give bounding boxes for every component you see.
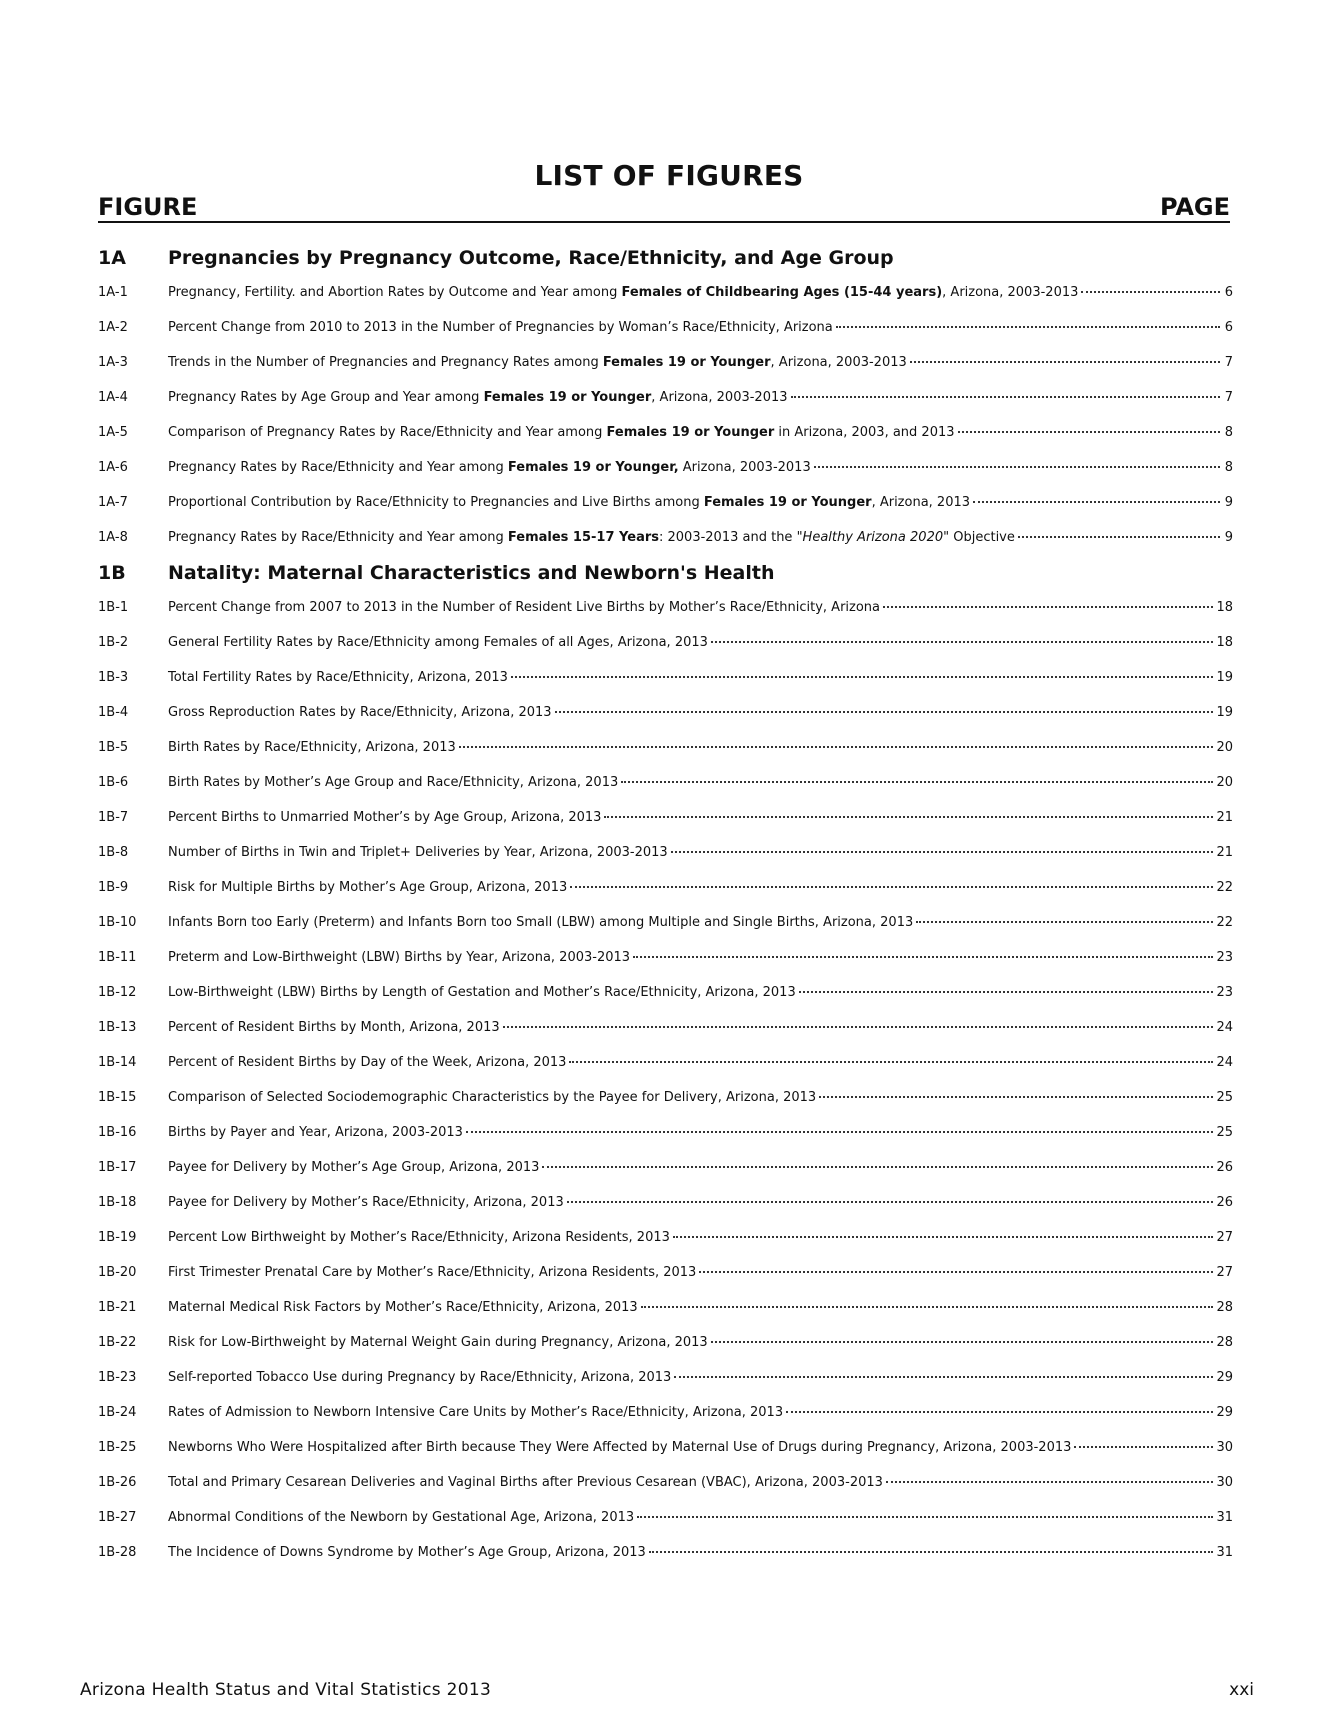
dot-leader: [1018, 536, 1220, 538]
figure-title-line: [168, 1230, 1216, 1245]
figure-number: 1A-8: [98, 530, 128, 545]
dot-leader: [711, 641, 1214, 643]
figure-number: 1B-1: [98, 600, 129, 615]
figure-entry[interactable]: [98, 835, 1233, 870]
figure-title-line: [168, 425, 1223, 440]
dot-leader: [459, 746, 1214, 748]
dot-leader: [503, 1026, 1214, 1028]
figure-number: 1B-23: [98, 1370, 137, 1385]
figure-entry[interactable]: [98, 870, 1233, 905]
figure-number: 1A-2: [98, 320, 128, 335]
figure-entry[interactable]: [98, 1325, 1233, 1360]
figure-title: [168, 1335, 708, 1350]
figure-page-number: 7: [1224, 355, 1233, 370]
dot-leader: [621, 781, 1213, 783]
figure-title-text: Rates of Admission to Newborn Intensive Care Units by Mother’s Race/Ethnicity, Arizona, 2013: [168, 1405, 784, 1420]
figure-page-number: 9: [1224, 495, 1233, 510]
dot-leader: [569, 1061, 1213, 1063]
figure-title: [168, 1300, 638, 1315]
figure-title-text: Maternal Medical Risk Factors by Mother’s Race/Ethnicity, Arizona, 2013: [168, 1300, 638, 1315]
dot-leader: [511, 676, 1214, 678]
figure-title: [168, 390, 788, 405]
figure-title-text: : 2003-2013 and the: [659, 530, 797, 545]
figure-entry[interactable]: [98, 905, 1233, 940]
figure-title-italic: "Healthy Arizona 2020": [796, 530, 950, 545]
figure-title: [168, 355, 907, 370]
figure-title-line: [168, 915, 1216, 930]
figure-page-number: 26: [1216, 1195, 1233, 1210]
dot-leader: [649, 1551, 1214, 1553]
figure-title-text: Objective: [949, 530, 1015, 545]
figure-title-line: [168, 530, 1223, 545]
figure-page-number: 23: [1216, 985, 1233, 1000]
figure-number: 1B-24: [98, 1405, 137, 1420]
footer-document-title: Arizona Health Status and Vital Statistics 2013: [80, 1680, 492, 1700]
figure-page-number: 8: [1224, 425, 1233, 440]
dot-leader: [799, 991, 1214, 993]
figure-title-line: [168, 495, 1223, 510]
figure-title-text: Total and Primary Cesarean Deliveries and Vaginal Births after Previous Cesarean (VBAC), Arizona, 2003-2013: [168, 1475, 883, 1490]
figure-number: 1B-18: [98, 1195, 137, 1210]
section-heading: [98, 240, 1233, 275]
dot-leader: [886, 1481, 1214, 1483]
figure-title-text: Percent Change from 2010 to 2013 in the Number of Pregnancies by Woman’s Race/Ethnicity, Arizona: [168, 320, 833, 335]
figure-title-text: Preterm and Low-Birthweight (LBW) Births by Year, Arizona, 2003-2013: [168, 950, 631, 965]
column-header-row: [98, 191, 1230, 223]
figure-title-text: Arizona, 2003-2013: [678, 460, 811, 475]
figure-title: [168, 635, 708, 650]
figure-entry[interactable]: [98, 1220, 1233, 1255]
figure-title-text: Newborns Who Were Hospitalized after Birth because They Were Affected by Maternal Use of Drugs during Pregnancy, Arizona, 2003-2013: [168, 1440, 1072, 1455]
dot-leader: [641, 1306, 1214, 1308]
figure-title: [168, 950, 630, 965]
figure-title-text: Low-Birthweight (LBW) Births by Length of Gestation and Mother’s Race/Ethnicity, Arizona, 2013: [168, 985, 796, 1000]
figure-title-text: Pregnancy Rates by Race/Ethnicity and Year among: [168, 530, 508, 545]
figure-title-text: Self-reported Tobacco Use during Pregnancy by Race/Ethnicity, Arizona, 2013: [168, 1370, 672, 1385]
figure-title-text: in Arizona, 2003, and 2013: [774, 425, 955, 440]
figure-title-text: Percent Births to Unmarried Mother’s by Age Group, Arizona, 2013: [168, 810, 602, 825]
figure-title-line: [168, 775, 1216, 790]
figure-title-emphasis: Females 19 or Younger: [606, 425, 775, 440]
dot-leader: [910, 361, 1220, 363]
figure-page-number: 25: [1216, 1090, 1233, 1105]
figure-title: [168, 775, 618, 790]
figure-page-number: 25: [1216, 1125, 1233, 1140]
figure-title-line: [168, 740, 1216, 755]
figure-page-number: 9: [1224, 530, 1233, 545]
dot-leader: [555, 711, 1214, 713]
figure-title-text: Comparison of Pregnancy Rates by Race/Ethnicity and Year among: [168, 425, 607, 440]
figure-entry[interactable]: [98, 975, 1233, 1010]
figure-title-line: [168, 635, 1216, 650]
figure-page-number: 6: [1224, 285, 1233, 300]
figure-title-line: [168, 460, 1223, 475]
figure-page-number: 20: [1216, 740, 1233, 755]
figure-number: 1B-12: [98, 985, 137, 1000]
dot-leader: [542, 1166, 1213, 1168]
figure-title-text: Number of Births in Twin and Triplet+ Deliveries by Year, Arizona, 2003-2013: [168, 845, 668, 860]
figure-title-text: , Arizona, 2003-2013: [770, 355, 907, 370]
figure-title-line: [168, 1160, 1216, 1175]
dot-leader: [1081, 291, 1220, 293]
figure-title-text: Pregnancy, Fertility. and Abortion Rates by Outcome and Year among: [168, 285, 622, 300]
figure-page-number: 31: [1216, 1510, 1233, 1525]
figure-entry[interactable]: [98, 1150, 1233, 1185]
figure-title-line: [168, 845, 1216, 860]
figure-page-number: 22: [1216, 880, 1233, 895]
figure-number: 1B-19: [98, 1230, 137, 1245]
figure-title-line: [168, 1370, 1216, 1385]
figure-number: 1B-28: [98, 1545, 137, 1560]
dot-leader: [916, 921, 1213, 923]
figure-entry[interactable]: [98, 800, 1233, 835]
figure-entry[interactable]: [98, 1010, 1233, 1045]
figure-page-number: 6: [1224, 320, 1233, 335]
figure-number: 1B-15: [98, 1090, 137, 1105]
figure-title: [168, 285, 1078, 300]
figure-entry[interactable]: [98, 275, 1233, 310]
figure-title: [168, 985, 796, 1000]
figure-entry[interactable]: [98, 730, 1233, 765]
figure-number: 1A-3: [98, 355, 128, 370]
figure-number: 1B-4: [98, 705, 129, 720]
figure-title: [168, 1405, 783, 1420]
figure-title-text: , Arizona, 2003-2013: [651, 390, 788, 405]
figure-page-number: 31: [1216, 1545, 1233, 1560]
figure-title-line: [168, 1440, 1216, 1455]
figure-title-line: [168, 320, 1223, 335]
dot-leader: [836, 326, 1220, 328]
figure-title-text: Birth Rates by Race/Ethnicity, Arizona, 2013: [168, 740, 456, 755]
figure-number: 1B-2: [98, 635, 129, 650]
figure-title-text: , Arizona, 2003-2013: [942, 285, 1079, 300]
page-title: LIST OF FIGURES: [534, 159, 804, 192]
figure-page-number: 29: [1216, 1405, 1233, 1420]
figure-title-text: General Fertility Rates by Race/Ethnicity among Females of all Ages, Arizona, 2013: [168, 635, 708, 650]
figure-title-line: [168, 705, 1216, 720]
figure-entry[interactable]: [98, 345, 1233, 380]
figure-title-text: Abnormal Conditions of the Newborn by Gestational Age, Arizona, 2013: [168, 1510, 635, 1525]
figure-entry[interactable]: [98, 1500, 1233, 1535]
figure-page-number: 28: [1216, 1335, 1233, 1350]
figure-title-text: Proportional Contribution by Race/Ethnicity to Pregnancies and Live Births among: [168, 495, 704, 510]
figure-entry[interactable]: [98, 660, 1233, 695]
figure-title-line: [168, 355, 1223, 370]
figure-title-emphasis: Females 19 or Younger: [703, 495, 872, 510]
figure-title: [168, 1265, 696, 1280]
figure-page-number: 18: [1216, 600, 1233, 615]
figure-title-line: [168, 1475, 1216, 1490]
figure-entry[interactable]: [98, 1360, 1233, 1395]
figure-number: 1B-11: [98, 950, 137, 965]
figure-title-text: Percent Low Birthweight by Mother’s Race/Ethnicity, Arizona Residents, 2013: [168, 1230, 670, 1245]
figure-title-text: Pregnancy Rates by Age Group and Year among: [168, 390, 484, 405]
figure-title: [168, 1090, 816, 1105]
figure-number: 1B-22: [98, 1335, 137, 1350]
figure-title: [168, 810, 601, 825]
figure-title: [168, 495, 970, 510]
section-title: Natality: Maternal Characteristics and Newborn's Health: [168, 561, 775, 584]
figure-title: [168, 1160, 539, 1175]
figure-number: 1B-26: [98, 1475, 137, 1490]
figure-title: [168, 880, 567, 895]
figure-title-line: [168, 1510, 1216, 1525]
figure-title: [168, 705, 552, 720]
dot-leader: [883, 606, 1213, 608]
figure-entry[interactable]: [98, 1255, 1233, 1290]
figure-title-text: Birth Rates by Mother’s Age Group and Race/Ethnicity, Arizona, 2013: [168, 775, 619, 790]
figure-title-text: Births by Payer and Year, Arizona, 2003-2013: [168, 1125, 463, 1140]
figure-entry[interactable]: [98, 380, 1233, 415]
figure-title-emphasis: Females 15-17 Years: [507, 530, 659, 545]
figure-title-line: [168, 600, 1216, 615]
section-number: 1A: [98, 246, 126, 269]
figure-page-number: 20: [1216, 775, 1233, 790]
figure-title: [168, 1545, 646, 1560]
figure-entry[interactable]: [98, 765, 1233, 800]
figure-title: [168, 1370, 671, 1385]
figure-number: 1B-14: [98, 1055, 137, 1070]
figure-number: 1A-4: [98, 390, 128, 405]
figure-title-text: First Trimester Prenatal Care by Mother’s Race/Ethnicity, Arizona Residents, 2013: [168, 1265, 697, 1280]
figure-entry[interactable]: [98, 1395, 1233, 1430]
dot-leader: [814, 466, 1220, 468]
figure-page-number: 27: [1216, 1265, 1233, 1280]
figure-page-number: 23: [1216, 950, 1233, 965]
figure-title-text: Risk for Low-Birthweight by Maternal Weight Gain during Pregnancy, Arizona, 2013: [168, 1335, 708, 1350]
dot-leader: [786, 1411, 1213, 1413]
dot-leader: [673, 1236, 1214, 1238]
figure-title-text: Total Fertility Rates by Race/Ethnicity, Arizona, 2013: [168, 670, 508, 685]
figure-title-line: [168, 810, 1216, 825]
figure-title: [168, 1510, 634, 1525]
figure-title: [168, 320, 833, 335]
figure-title-text: Percent of Resident Births by Day of the Week, Arizona, 2013: [168, 1055, 567, 1070]
dot-leader: [633, 956, 1213, 958]
figure-title-line: [168, 880, 1216, 895]
figure-title-text: Payee for Delivery by Mother’s Race/Ethnicity, Arizona, 2013: [168, 1195, 564, 1210]
figure-title-emphasis: Females 19 or Younger,: [507, 460, 679, 475]
figure-page-number: 21: [1216, 845, 1233, 860]
figure-entry[interactable]: [98, 310, 1233, 345]
figure-title-text: Gross Reproduction Rates by Race/Ethnicity, Arizona, 2013: [168, 705, 552, 720]
figure-number: 1A-5: [98, 425, 128, 440]
figure-entry[interactable]: [98, 520, 1233, 555]
figure-title: [168, 845, 668, 860]
figure-title: [168, 425, 955, 440]
figure-title-emphasis: Females 19 or Younger: [483, 390, 652, 405]
figure-title-line: [168, 1405, 1216, 1420]
figure-page-number: 27: [1216, 1230, 1233, 1245]
figure-page-number: 29: [1216, 1370, 1233, 1385]
figure-title-emphasis: Females of Childbearing Ages (15-44 years): [621, 285, 943, 300]
figure-title-line: [168, 1265, 1216, 1280]
dot-leader: [699, 1271, 1213, 1273]
figure-title-line: [168, 285, 1223, 300]
figure-title-text: Pregnancy Rates by Race/Ethnicity and Year among: [168, 460, 508, 475]
figure-entry[interactable]: [98, 1535, 1233, 1570]
figure-title-line: [168, 670, 1216, 685]
figure-number: 1B-7: [98, 810, 129, 825]
figure-entry[interactable]: [98, 1465, 1233, 1500]
figure-entry[interactable]: [98, 1045, 1233, 1080]
figure-number: 1B-10: [98, 915, 137, 930]
figure-title: [168, 1055, 566, 1070]
figure-number: 1A-7: [98, 495, 128, 510]
figure-page-number: 30: [1216, 1475, 1233, 1490]
figure-number: 1B-9: [98, 880, 129, 895]
figure-number: 1B-21: [98, 1300, 137, 1315]
figure-title-text: Infants Born too Early (Preterm) and Infants Born too Small (LBW) among Multiple and Single Births, Arizona, 2013: [168, 915, 914, 930]
figure-title-line: [168, 1090, 1216, 1105]
figure-title-line: [168, 1125, 1216, 1140]
figure-page-number: 24: [1216, 1020, 1233, 1035]
figure-page-number: 8: [1224, 460, 1233, 475]
figure-title-text: , Arizona, 2013: [871, 495, 971, 510]
figure-entry[interactable]: [98, 1185, 1233, 1220]
figure-number: 1A-1: [98, 285, 128, 300]
figure-title-text: Payee for Delivery by Mother’s Age Group, Arizona, 2013: [168, 1160, 540, 1175]
figure-title: [168, 460, 811, 475]
figure-number: 1B-27: [98, 1510, 137, 1525]
figure-title: [168, 1230, 670, 1245]
figure-entry[interactable]: [98, 940, 1233, 975]
figure-entry[interactable]: [98, 625, 1233, 660]
figure-title-text: Trends in the Number of Pregnancies and Pregnancy Rates among: [168, 355, 603, 370]
figure-title: [168, 1440, 1071, 1455]
dot-leader: [791, 396, 1220, 398]
figure-title-line: [168, 390, 1223, 405]
dot-leader: [637, 1516, 1213, 1518]
figure-title-line: [168, 1335, 1216, 1350]
figure-page-number: 30: [1216, 1440, 1233, 1455]
figure-title-text: The Incidence of Downs Syndrome by Mother’s Age Group, Arizona, 2013: [168, 1545, 646, 1560]
dot-leader: [819, 1096, 1213, 1098]
dot-leader: [1074, 1446, 1213, 1448]
figure-entry[interactable]: [98, 695, 1233, 730]
figure-title-line: [168, 1195, 1216, 1210]
figure-number: 1B-13: [98, 1020, 137, 1035]
figure-page-number: 19: [1216, 705, 1233, 720]
section-heading: [98, 555, 1233, 590]
figure-title-emphasis: Females 19 or Younger: [602, 355, 771, 370]
figure-title: [168, 915, 913, 930]
figure-entry[interactable]: [98, 1430, 1233, 1465]
dot-leader: [466, 1131, 1214, 1133]
figure-title: [168, 530, 1015, 545]
figure-entry[interactable]: [98, 1115, 1233, 1150]
figure-entry[interactable]: [98, 450, 1233, 485]
figure-number: 1B-6: [98, 775, 129, 790]
figure-entry[interactable]: [98, 1290, 1233, 1325]
figure-number: 1B-20: [98, 1265, 137, 1280]
figure-page-number: 19: [1216, 670, 1233, 685]
figure-number: 1B-25: [98, 1440, 137, 1455]
figure-title: [168, 1125, 463, 1140]
dot-leader: [570, 886, 1213, 888]
figure-page-number: 28: [1216, 1300, 1233, 1315]
dot-leader: [711, 1341, 1214, 1343]
figure-entry[interactable]: [98, 415, 1233, 450]
figure-title: [168, 740, 456, 755]
figure-number: 1B-3: [98, 670, 129, 685]
dot-leader: [973, 501, 1220, 503]
footer-page-number: xxi: [1229, 1680, 1254, 1700]
figure-title: [168, 1475, 883, 1490]
figure-title-line: [168, 985, 1216, 1000]
figure-number: 1B-16: [98, 1125, 137, 1140]
figure-entry[interactable]: [98, 485, 1233, 520]
figure-title-line: [168, 950, 1216, 965]
figure-page-number: 7: [1224, 390, 1233, 405]
figure-title: [168, 1195, 564, 1210]
figure-page-number: 22: [1216, 915, 1233, 930]
figure-title: [168, 1020, 500, 1035]
figure-number: 1A-6: [98, 460, 128, 475]
section-title: Pregnancies by Pregnancy Outcome, Race/Ethnicity, and Age Group: [168, 246, 894, 269]
figure-entry[interactable]: [98, 590, 1233, 625]
figure-number: 1B-8: [98, 845, 129, 860]
figure-title: [168, 670, 508, 685]
figure-title-text: Percent of Resident Births by Month, Arizona, 2013: [168, 1020, 500, 1035]
figure-entry[interactable]: [98, 1080, 1233, 1115]
figure-title-text: Comparison of Selected Sociodemographic Characteristics by the Payee for Delivery, Arizona, 2013: [168, 1090, 817, 1105]
page-column-label: PAGE: [1159, 193, 1230, 221]
figure-title-line: [168, 1300, 1216, 1315]
dot-leader: [958, 431, 1220, 433]
figure-list: [98, 240, 1233, 1570]
figure-page-number: 24: [1216, 1055, 1233, 1070]
figure-title-line: [168, 1545, 1216, 1560]
figure-title-line: [168, 1055, 1216, 1070]
figure-page-number: 18: [1216, 635, 1233, 650]
figure-number: 1B-17: [98, 1160, 137, 1175]
dot-leader: [604, 816, 1213, 818]
dot-leader: [671, 851, 1214, 853]
figure-page-number: 26: [1216, 1160, 1233, 1175]
figure-title: [168, 600, 880, 615]
figure-title-text: Percent Change from 2007 to 2013 in the Number of Resident Live Births by Mother’s Race/Ethnicity, Arizona: [168, 600, 881, 615]
dot-leader: [674, 1376, 1213, 1378]
section-number: 1B: [98, 561, 126, 584]
dot-leader: [567, 1201, 1214, 1203]
figure-number: 1B-5: [98, 740, 129, 755]
figure-column-label: FIGURE: [98, 193, 198, 221]
figure-title-text: Risk for Multiple Births by Mother’s Age Group, Arizona, 2013: [168, 880, 568, 895]
figure-page-number: 21: [1216, 810, 1233, 825]
figure-title-line: [168, 1020, 1216, 1035]
